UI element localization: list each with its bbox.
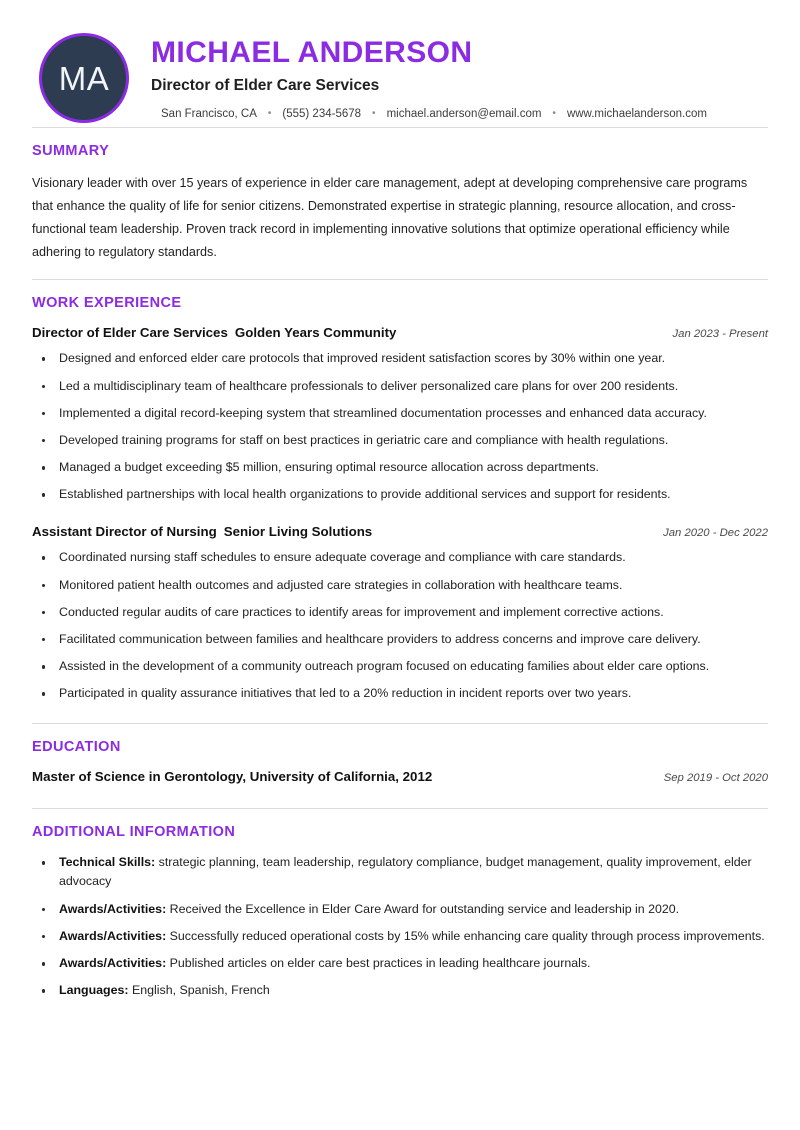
section-title-additional-information: ADDITIONAL INFORMATION — [32, 824, 236, 841]
item-label: Awards/Activities: — [59, 928, 167, 943]
work-entry-role: Assistant Director of Nursing — [32, 523, 217, 539]
list-item — [40, 981, 768, 1000]
item-text: English, Spanish, French — [132, 983, 270, 998]
list-item: Managed a budget exceeding $5 million, ensuring optimal resource allocation across departments. — [40, 458, 768, 477]
page-title: MICHAEL ANDERSON — [151, 36, 473, 70]
list-item: Coordinated nursing staff schedules to ensure adequate coverage and compliance with care standards. — [40, 548, 768, 567]
header-job-title: Director of Elder Care Services — [151, 76, 380, 94]
list-item: Participated in quality assurance initiatives that led to a 20% reduction in incident reports over two years. — [40, 684, 768, 703]
item-text: Successfully reduced operational costs by 15% while enhancing care quality through process improvements. — [169, 928, 765, 943]
contact-email[interactable]: michael.anderson@email.com — [386, 107, 542, 120]
education-entry-header — [32, 768, 768, 786]
avatar-initials: MA — [58, 59, 110, 97]
work-entry-heading — [32, 324, 396, 341]
header-text-block — [151, 34, 768, 121]
item-label: Awards/Activities: — [59, 956, 167, 971]
list-item — [40, 853, 768, 891]
section-summary — [32, 128, 768, 279]
work-entry-company: Golden Years Community — [234, 324, 397, 340]
list-item: Led a multidisciplinary team of healthcare professionals to deliver personalized care plans for over 200 residents. — [40, 377, 768, 396]
education-date: Sep 2019 - Oct 2020 — [663, 771, 768, 784]
work-entry-role: Director of Elder Care Services — [32, 324, 228, 340]
work-entry — [32, 324, 768, 505]
contact-location: San Francisco, CA — [161, 107, 257, 120]
resume-header — [32, 0, 768, 127]
list-item: Monitored patient health outcomes and adjusted care strategies in collaboration with healthcare teams. — [40, 576, 768, 595]
section-education — [32, 724, 768, 809]
work-entry-bullets — [32, 548, 768, 703]
list-item — [40, 954, 768, 973]
list-item: Facilitated communication between families and healthcare providers to address concerns and improve care delivery. — [40, 630, 768, 649]
list-item: Developed training programs for staff on best practices in geriatric care and compliance with health regulations. — [40, 431, 768, 450]
work-entry-date: Jan 2023 - Present — [672, 327, 768, 340]
contact-line — [151, 107, 768, 122]
bullet-separator-icon: • — [552, 108, 556, 120]
list-item: Assisted in the development of a community outreach program focused on educating families about elder care options. — [40, 657, 768, 676]
work-entry-header — [32, 324, 768, 342]
education-entry — [32, 768, 768, 786]
list-item — [40, 900, 768, 919]
section-additional-information — [32, 809, 768, 1015]
item-text: Published articles on elder care best practices in leading healthcare journals. — [169, 956, 591, 971]
item-label: Awards/Activities: — [59, 901, 167, 916]
work-entry — [32, 523, 768, 704]
list-item: Implemented a digital record-keeping system that streamlined documentation processes and enhanced data accuracy. — [40, 404, 768, 423]
item-label: Languages: — [59, 983, 129, 998]
bullet-separator-icon: • — [267, 108, 272, 120]
list-item: Established partnerships with local health organizations to provide additional services and support for residents. — [40, 485, 768, 504]
work-entry-date: Jan 2020 - Dec 2022 — [663, 526, 768, 539]
section-title-summary: SUMMARY — [32, 143, 110, 159]
item-text: strategic planning, team leadership, regulatory compliance, budget management, quality improvement, elder advocacy — [59, 855, 752, 889]
section-work-experience — [32, 280, 768, 723]
work-entry-bullets — [32, 349, 768, 504]
section-title-education: EDUCATION — [32, 738, 121, 755]
work-entry-company: Senior Living Solutions — [223, 523, 373, 539]
education-degree: Master of Science in Gerontology, University of California, 2012 — [32, 768, 433, 784]
list-item: Designed and enforced elder care protocols that improved resident satisfaction scores by 30% within one year. — [40, 349, 768, 368]
list-item: Conducted regular audits of care practices to identify areas for improvement and implement corrective actions. — [40, 603, 768, 622]
contact-phone[interactable]: (555) 234-5678 — [282, 107, 362, 120]
bullet-separator-icon: • — [372, 108, 376, 120]
avatar — [39, 33, 129, 123]
list-item — [40, 927, 768, 946]
section-title-work-experience: WORK EXPERIENCE — [32, 294, 182, 311]
additional-information-list — [32, 853, 768, 1000]
summary-text: Visionary leader with over 15 years of experience in elder care management, adept at developing comprehensive care programs that enhance the quality of life for senior citizens. Demonstrated expertise in strategic planning, resource allocation, and cross-functional team leadership. Proven track record in implementing innovative solutions that optimize operational efficiency while adhering to regulatory standards. — [32, 176, 748, 259]
work-entry-header — [32, 523, 768, 541]
item-text: Received the Excellence in Elder Care Award for outstanding service and leadership in 2020. — [169, 901, 680, 916]
work-entry-heading — [32, 523, 372, 540]
contact-website[interactable]: www.michaelanderson.com — [566, 107, 707, 120]
item-label: Technical Skills: — [59, 855, 156, 870]
